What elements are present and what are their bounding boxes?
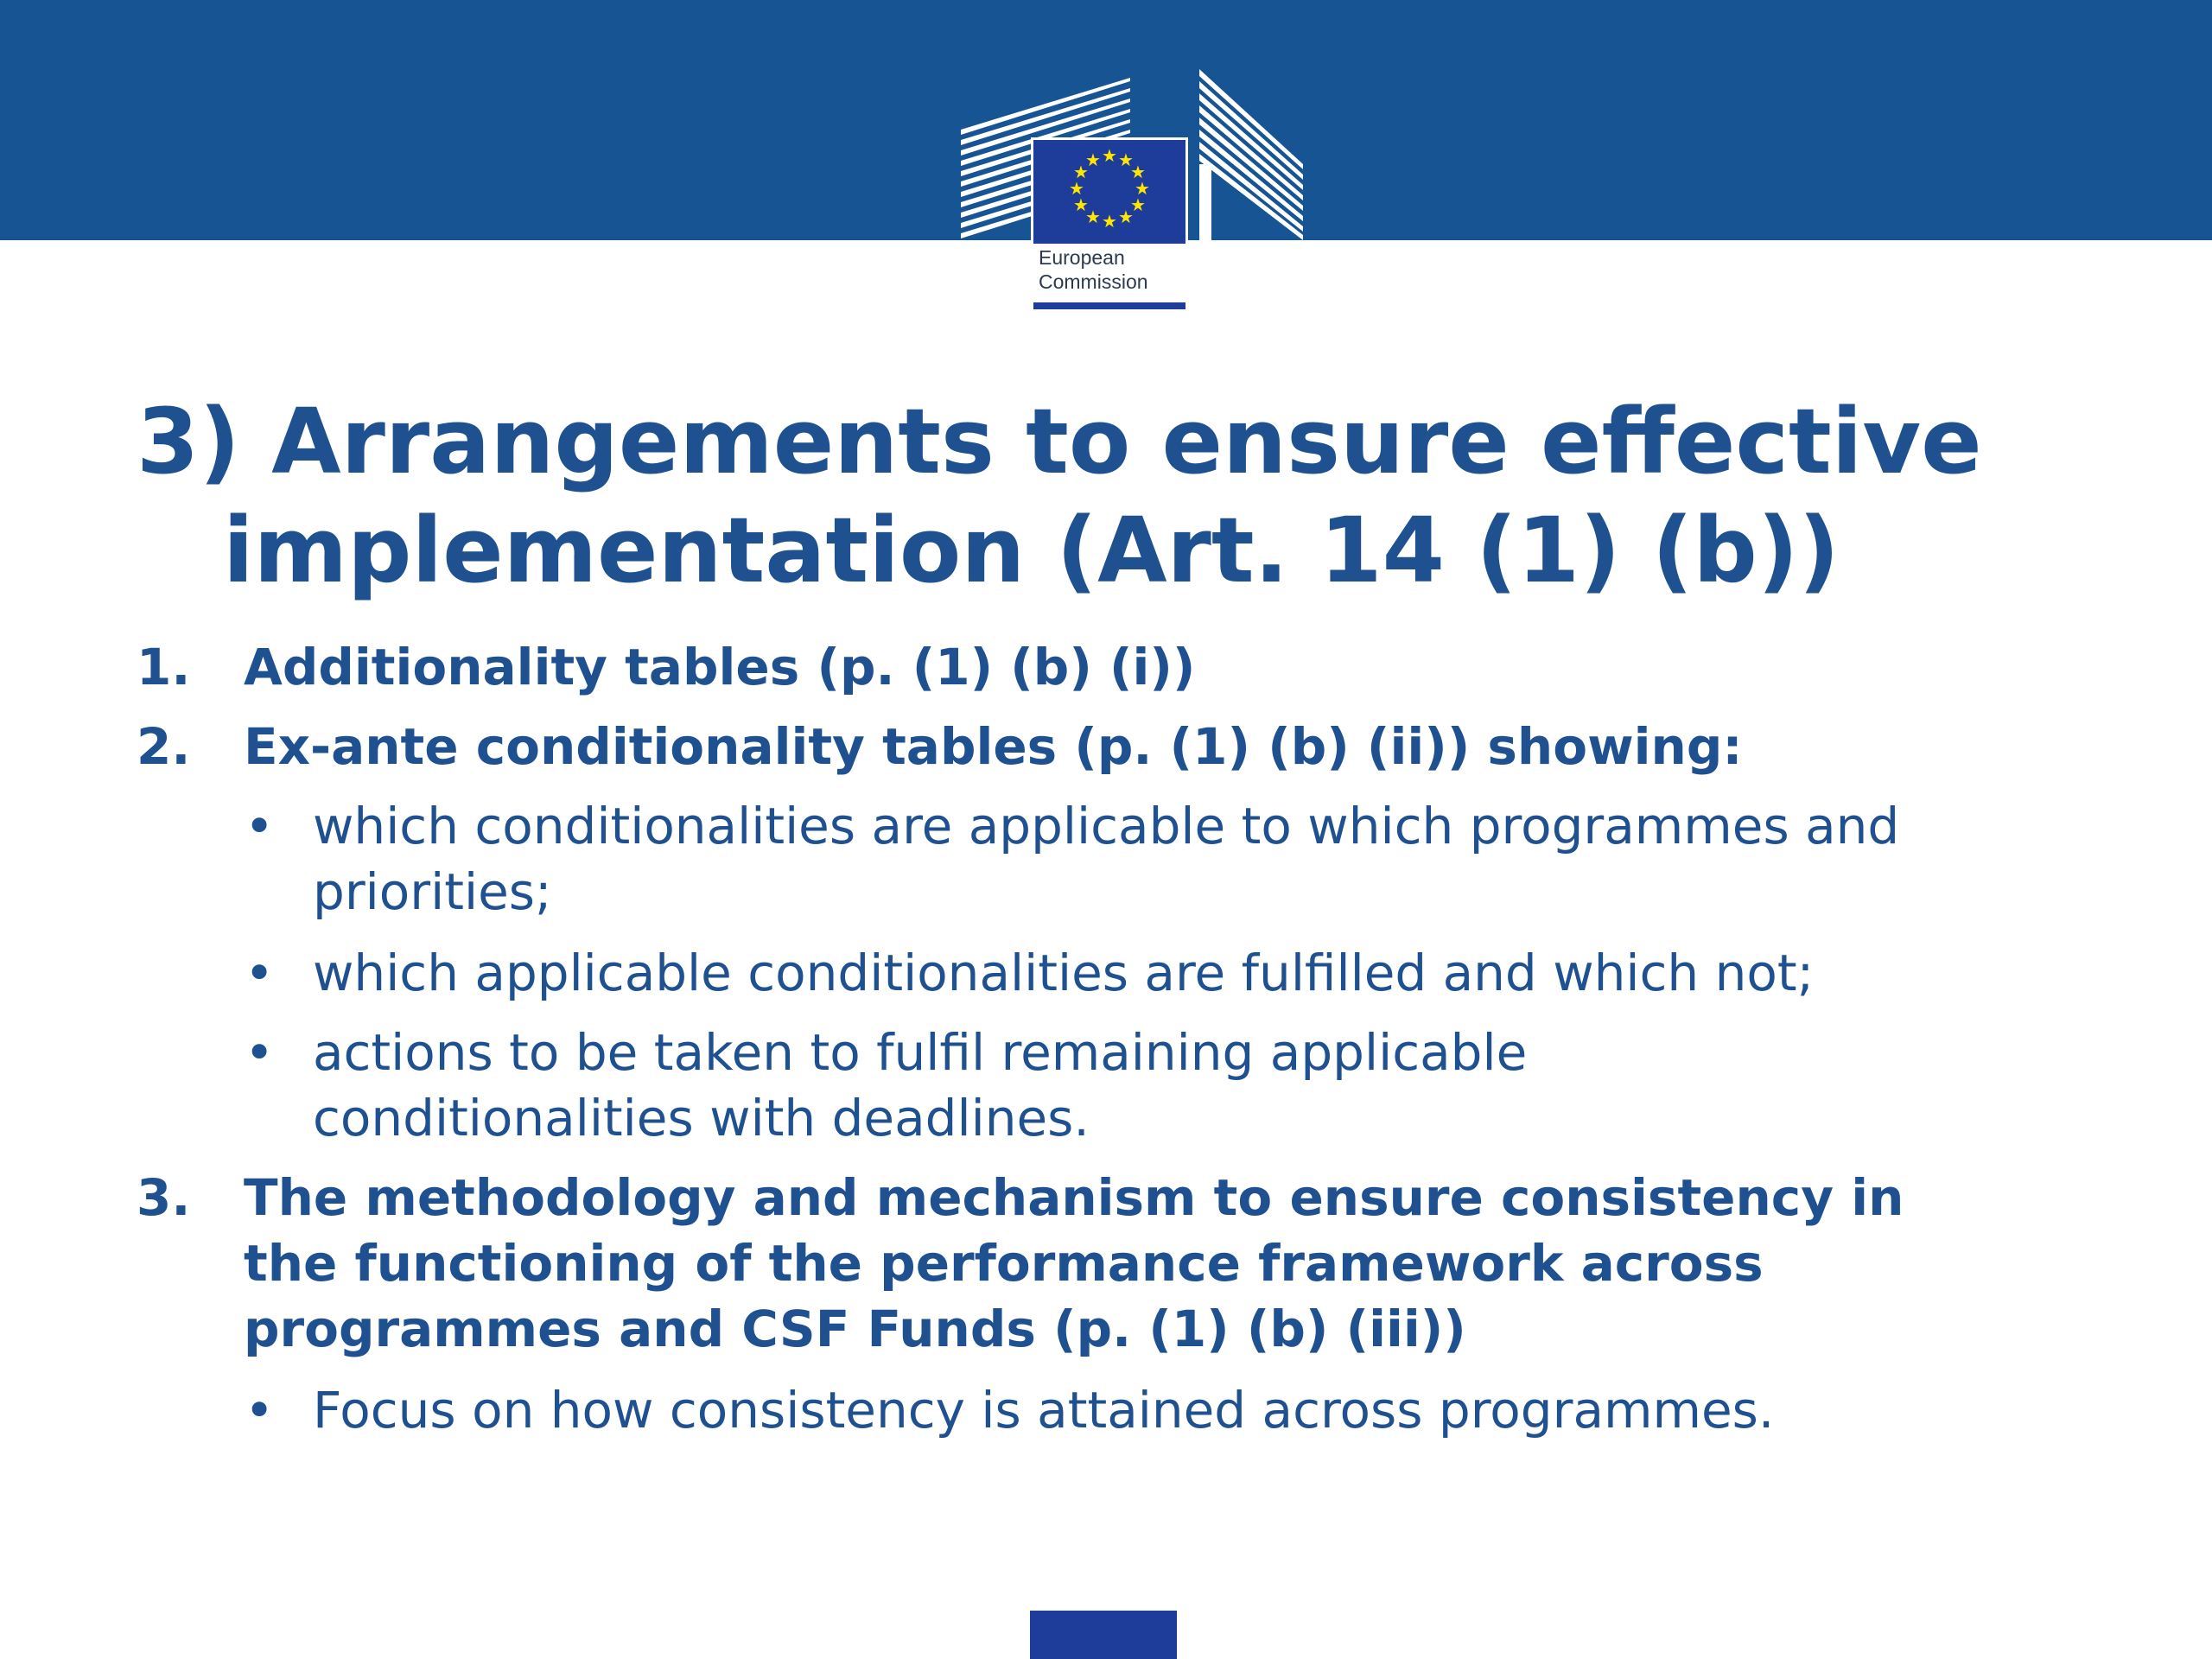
logo-text-line: Commission (1039, 270, 1148, 293)
bullet-marker: • (245, 1381, 275, 1440)
svg-text:★: ★ (1130, 162, 1146, 182)
sub-bullet (313, 793, 2127, 925)
slide-title-line: 3) Arrangements to ensure effective (137, 389, 1982, 494)
slide-title-line: implementation (Art. 14 (1) (b)) (223, 498, 1840, 603)
sub-bullet-line: conditionalities with deadlines. (313, 1089, 1090, 1147)
svg-text:★: ★ (1118, 207, 1134, 227)
item-heading-line: Ex-ante conditionality tables (p. (1) (b) (ii)) showing: (244, 717, 1743, 776)
bullet-marker: • (245, 944, 275, 1002)
sub-bullet (313, 940, 2127, 1006)
item-number: 3. (137, 1168, 191, 1227)
item-heading-line: Additionality tables (p. (1) (b) (i)) (244, 638, 1196, 696)
sub-bullet (313, 1377, 2127, 1443)
svg-text:★: ★ (1085, 149, 1101, 170)
item-heading-line: the functioning of the performance framework across (244, 1234, 1764, 1293)
svg-text:★: ★ (1102, 211, 1117, 232)
svg-text:★: ★ (1073, 162, 1089, 182)
item-heading (244, 634, 2101, 700)
sub-bullet-line: which applicable conditionalities are fulfilled and which not; (313, 944, 1815, 1002)
sub-bullet-line: Focus on how consistency is attained across programmes. (313, 1381, 1775, 1440)
svg-text:★: ★ (1073, 194, 1089, 215)
sub-bullet-line: which conditionalities are applicable to which programmes and (313, 797, 1900, 855)
svg-text:★: ★ (1130, 194, 1146, 215)
bullet-marker: • (245, 1023, 275, 1082)
item-heading (244, 714, 2101, 779)
item-number: 1. (137, 638, 191, 696)
svg-text:★: ★ (1069, 178, 1084, 199)
logo-text-line: European (1039, 246, 1125, 269)
item-heading-line: programmes and CSF Funds (p. (1) (b) (iii)) (244, 1300, 1466, 1358)
svg-text:★: ★ (1118, 149, 1134, 170)
svg-text:★: ★ (1102, 145, 1117, 166)
bullet-marker: • (245, 797, 275, 855)
item-number: 2. (137, 717, 191, 776)
footer-tab (1030, 1611, 1177, 1659)
svg-text:★: ★ (1085, 207, 1101, 227)
sub-bullet (313, 1020, 2127, 1151)
sub-bullet-line: priorities; (313, 862, 552, 921)
item-heading (244, 1165, 2101, 1362)
item-heading-line: The methodology and mechanism to ensure consistency in (244, 1168, 1904, 1227)
svg-text:★: ★ (1135, 178, 1150, 199)
sub-bullet-line: actions to be taken to fulfil remaining applicable (313, 1023, 1528, 1082)
